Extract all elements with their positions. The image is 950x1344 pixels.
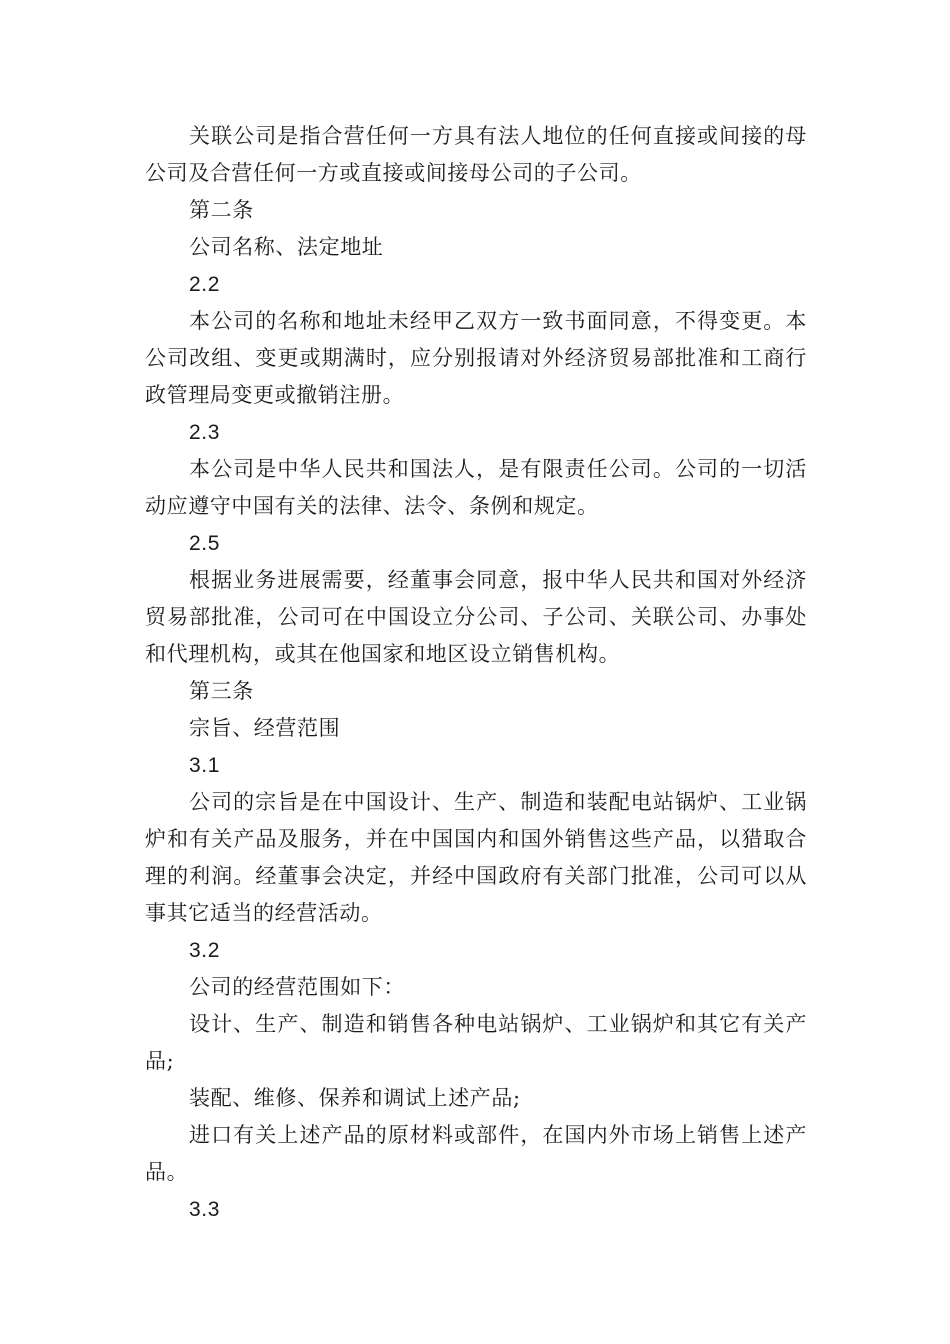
clause-number-3-3: 3.3 (189, 1198, 220, 1221)
clause-number-2-5: 2.5 (189, 532, 220, 555)
paragraph-name-change: 本公司的名称和地址未经甲乙双方一致书面同意，不得变更。本公司改组、变更或期满时，应分别报请对外经济贸易部批准和工商行政管理局变更或撤销注册。 (145, 309, 807, 407)
paragraph-legal-person: 本公司是中华人民共和国法人，是有限责任公司。公司的一切活动应遵守中国有关的法律、法令、条例和规定。 (145, 457, 807, 518)
section-title-name-address: 公司名称、法定地址 (189, 235, 384, 259)
article-heading-2: 第二条 (189, 198, 254, 222)
paragraph-branches: 根据业务进展需要，经董事会同意，报中华人民共和国对外经济贸易部批准，公司可在中国设立分公司、子公司、关联公司、办事处和代理机构，或其在他国家和地区设立销售机构。 (145, 568, 807, 666)
clause-number-2-3: 2.3 (189, 421, 220, 444)
clause-number-2-2: 2.2 (189, 273, 220, 296)
paragraph-scope-item-import: 进口有关上述产品的原材料或部件，在国内外市场上销售上述产品。 (145, 1123, 807, 1184)
clause-number-3-1: 3.1 (189, 754, 220, 777)
document-page (145, 118, 807, 1228)
paragraph-scope-item-design: 设计、生产、制造和销售各种电站锅炉、工业锅炉和其它有关产品; (145, 1012, 807, 1073)
paragraph-scope-intro: 公司的经营范围如下： (189, 975, 405, 999)
section-title-purpose-scope: 宗旨、经营范围 (189, 716, 341, 740)
paragraph-purpose: 公司的宗旨是在中国设计、生产、制造和装配电站锅炉、工业锅炉和有关产品及服务，并在中国国内和国外销售这些产品，以猎取合理的利润。经董事会决定，并经中国政府有关部门批准，公司可以从事其它适当的经营活动。 (145, 790, 807, 925)
paragraph-scope-item-assembly: 装配、维修、保养和调试上述产品; (189, 1086, 521, 1110)
paragraph-affiliate-definition: 关联公司是指合营任何一方具有法人地位的任何直接或间接的母公司及合营任何一方或直接或间接母公司的子公司。 (145, 124, 807, 185)
clause-number-3-2: 3.2 (189, 939, 220, 962)
article-heading-3: 第三条 (189, 679, 254, 703)
